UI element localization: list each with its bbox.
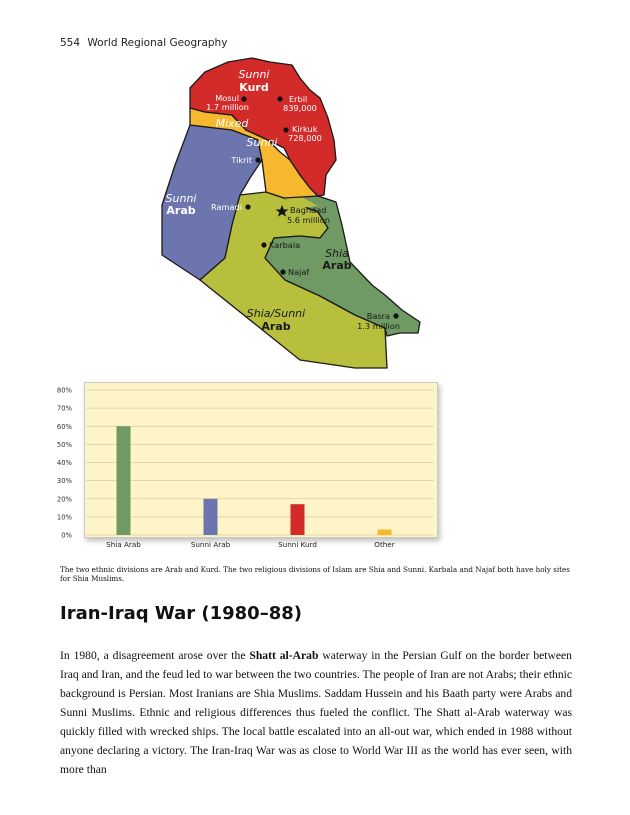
city-dot-ramadi <box>245 204 250 209</box>
bar-sunni-kurd <box>291 504 305 535</box>
city-name-mosul: Mosul <box>215 93 239 103</box>
city-name-baghdad: Baghdad <box>290 205 327 215</box>
book-title: World Regional Geography <box>87 37 228 49</box>
y-tick-label: 20% <box>56 495 72 504</box>
city-name-najaf: Najaf <box>288 267 310 277</box>
city-name-kirkuk: Kirkuk <box>292 124 318 134</box>
region-label-mixed: Mixed <box>215 117 249 130</box>
city-dot-karbala <box>261 242 266 247</box>
y-tick-label: 70% <box>56 404 72 413</box>
bar-shia-arab <box>117 426 131 535</box>
region-label-sunni-arab-line1: Sunni <box>165 192 197 205</box>
city-name-erbil: Erbil <box>289 94 308 104</box>
y-tick-label: 40% <box>56 459 72 467</box>
x-tick-label: Sunni Kurd <box>278 540 317 549</box>
x-tick-label: Other <box>374 540 395 549</box>
city-name-karbala: Karbala <box>269 240 301 250</box>
region-label-sunni-arab-line2: Arab <box>166 204 196 217</box>
city-dot-erbil <box>277 96 282 101</box>
section-heading: Iran-Iraq War (1980–88) <box>60 603 302 624</box>
x-tick-label: Shia Arab <box>106 540 141 549</box>
city-name-ramadi: Ramadi <box>211 202 242 212</box>
region-label-shia-arab-line2: Arab <box>322 259 352 272</box>
region-label-shia-sunni-line1: Shia/Sunni <box>246 307 306 320</box>
y-tick-label: 80% <box>56 386 72 395</box>
city-dot-basra <box>393 313 398 318</box>
city-dot-tikrit <box>255 157 260 162</box>
body-paragraph <box>60 646 572 779</box>
chart-y-axis <box>57 387 73 540</box>
city-dot-kirkuk <box>283 127 288 132</box>
y-tick-label: 0% <box>61 531 72 540</box>
region-label-kurd-line1: Sunni <box>238 68 270 81</box>
region-label-sunni: Sunni <box>246 136 278 149</box>
paragraph-text-before: In 1980, a disagreement arose over the <box>60 649 250 662</box>
city-pop-basra: 1.3 million <box>357 321 400 331</box>
y-tick-label: 50% <box>56 440 72 449</box>
region-label-kurd-line2: Kurd <box>239 81 269 94</box>
city-dot-mosul <box>241 96 246 101</box>
population-bar-chart <box>55 380 455 555</box>
y-tick-label: 10% <box>56 513 72 522</box>
x-tick-label: Sunni Arab <box>190 540 231 549</box>
figure-caption: The two ethnic divisions are Arab and Kurd. The two religious divisions of Islam are Shia and Sunni. Karbala and Najaf both have holy sites for Shia Muslims. <box>60 565 570 583</box>
chart-x-axis <box>106 540 395 549</box>
region-label-shia-arab-line1: Shia <box>325 247 349 260</box>
city-dot-najaf <box>280 269 285 274</box>
region-label-shia-sunni-line2: Arab <box>261 320 291 333</box>
bar-other <box>378 530 392 535</box>
city-pop-kirkuk: 728,000 <box>288 133 322 143</box>
city-pop-erbil: 839,000 <box>283 103 317 113</box>
running-head <box>60 37 227 49</box>
paragraph-text-after: waterway in the Persian Gulf on the border between Iraq and Iran, and the feud led to war between the two countries. The people of Iran are not Arabs; their ethnic background is Persian. Most Iranians are Shia Muslims. Saddam Hussein and his Baath party were Arabs and Sunni Muslims. Ethnic and religious differences thus fueled the conflict. The Shatt al-Arab waterway was quickly filled with wrecked ships. The local battle escalated into an all-out war, which ended in 1988 without anyone declaring a victory. The Iran-Iraq War was as close to World War III as the world has ever seen, with more than <box>60 649 572 776</box>
y-tick-label: 30% <box>56 477 72 486</box>
city-pop-mosul: 1.7 million <box>206 102 249 112</box>
bar-sunni-arab <box>204 499 218 535</box>
city-pop-baghdad: 5.6 million <box>287 215 330 225</box>
iraq-ethnic-map <box>160 55 460 373</box>
page-number: 554 <box>60 37 81 49</box>
city-name-basra: Basra <box>366 311 390 321</box>
chart-grid <box>86 390 434 535</box>
y-tick-label: 60% <box>56 422 72 431</box>
city-name-tikrit: Tikrit <box>231 155 252 165</box>
term-shatt-al-arab: Shatt al-Arab <box>249 649 319 662</box>
